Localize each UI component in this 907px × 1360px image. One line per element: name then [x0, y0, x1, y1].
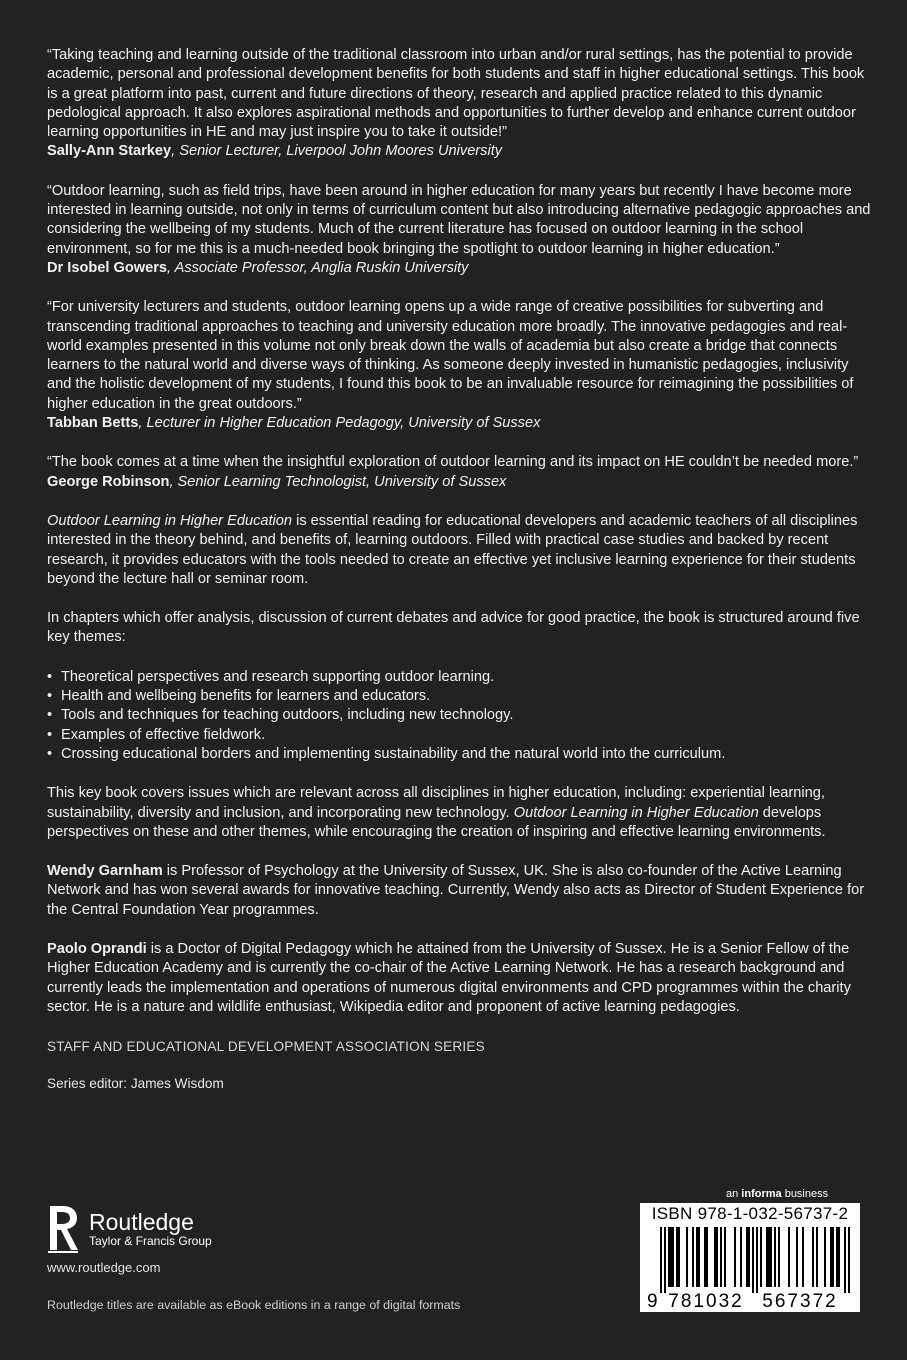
barcode-bar [692, 1227, 694, 1287]
barcode-bar [778, 1227, 780, 1287]
list-item: • Crossing educational borders and implementing sustainability and the natural world into the curriculum. [47, 745, 872, 764]
endorsement-quote: “For university lecturers and students, outdoor learning opens up a wide range of creative possibilities for subverting and transcending traditional approaches to teaching and university education more broadly. The innovative pedagogies and real-world examples presented in this volume not only break down the walls of academia but also create a bridge that connects learners to the natural world and diverse ways of thinking. As someone deeply invested in humanistic pedagogies, inclusivity and the holistic development of my students, I found this book to be an invaluable resource for reimagining the possibilities of higher education in the great outdoors.” [47, 299, 854, 412]
barcode-bar [734, 1227, 736, 1287]
barcode-bar [824, 1227, 826, 1287]
isbn-number: ISBN 978-1-032-56737-2 [651, 1204, 849, 1223]
endorser-role: , Lecturer in Higher Education Pedagogy, University of Sussex [138, 415, 541, 432]
barcode-bar [740, 1227, 742, 1287]
endorser-name: Dr Isobel Gowers [47, 259, 168, 276]
barcode-bar [796, 1227, 798, 1287]
endorsement [47, 453, 872, 492]
barcode-bar [746, 1227, 748, 1287]
barcode-bar [716, 1227, 718, 1287]
coverage-text: develops perspectives on these and other themes, while encouraging the creation of inspiring and effective learning environments. [47, 804, 826, 840]
informa-prefix: an [726, 1188, 742, 1200]
book-description [47, 512, 872, 589]
endorsement-quote: “Outdoor learning, such as field trips, have been around in higher education for many years but recently I have become more interested in learning outside, not only in terms of curriculum content but also introducing alternative pedagogic approaches and considering the wellbeing of my students. Much of the current literature has focused on outdoor learning in the school environment, so for me this is a much-needed book bringing the spotlight to outdoor learning in higher education.” [47, 182, 871, 257]
endorser-role: , Associate Professor, Anglia Ruskin University [167, 259, 469, 276]
barcode-bar [670, 1227, 672, 1287]
endorsement-attribution [47, 414, 872, 433]
ebook-note: Routledge titles are available as eBook editions in a range of digital formats [47, 1298, 461, 1312]
endorsement [47, 298, 872, 433]
coverage-paragraph [47, 784, 872, 842]
endorsement-attribution [47, 473, 872, 492]
endorsement-attribution [47, 259, 872, 278]
endorsement-quote: “Taking teaching and learning outside of the traditional classroom into urban and/or rural settings, has the potential to provide academic, personal and professional development benefits for both students and staff in higher educational settings. This book is a great platform into past, current and future directions of theory, research and applied practice related to this dynamic pedological approach. It also explores aspirational methods and opportunities to further develop and enhance current outdoor learning opportunities in HE and may just inspire you to take it outside!” [47, 47, 865, 141]
barcode-bar [678, 1227, 680, 1287]
barcode-bar [696, 1227, 698, 1287]
publisher-wordmark [89, 1210, 212, 1249]
barcode-bar [844, 1227, 846, 1293]
barcode-graphic [640, 1203, 860, 1312]
barcode-bar [714, 1227, 716, 1287]
series-name: STAFF AND EDUCATIONAL DEVELOPMENT ASSOCIATION SERIES [47, 1039, 485, 1055]
publisher-logo [47, 1204, 347, 1254]
barcode-bar [812, 1227, 814, 1287]
endorser-name: Tabban Betts [47, 415, 139, 432]
description-text: is essential reading for educational developers and academic teachers of all disciplines interested in the theory behind, and benefits of, learning outdoors. Filled with practical case studies and backed by recent research, it provides educators with the tools needed to create an effective yet inclusive learning experience for their students beyond the lecture hall or seminar room. [47, 512, 858, 587]
barcode-bar [832, 1227, 834, 1287]
barcode-bar [664, 1227, 666, 1293]
list-item: • Examples of effective fieldwork. [47, 726, 872, 745]
barcode-bar [672, 1227, 674, 1287]
structure-intro: In chapters which offer analysis, discussion of current debates and advice for good practice, the book is structured around five key themes: [47, 610, 860, 646]
barcode-bar [752, 1227, 754, 1293]
barcode-bar [698, 1227, 700, 1287]
barcode-bar [770, 1227, 772, 1287]
list-item: • Theoretical perspectives and research supporting outdoor learning. [47, 668, 872, 687]
informa-suffix: business [781, 1188, 829, 1200]
isbn-barcode [640, 1203, 860, 1312]
barcode-bar [830, 1227, 832, 1287]
author-bio-text: is a Doctor of Digital Pedagogy which he attained from the University of Sussex. He is a Senior Fellow of the Higher Education Academy and is currently the co-chair of the Active Learning Network. He has a research background and currently leads the implementation and operations of numerous digital environments and CPD programmes within the charity sector. He is a nature and wildlife enthusiast, Wikipedia editor and proponent of active learning pedagogies. [47, 940, 851, 1015]
themes-list [47, 668, 872, 764]
endorser-role: , Senior Lecturer, Liverpool John Moores University [171, 143, 503, 160]
barcode-bar [748, 1227, 750, 1287]
barcode-bar [676, 1227, 678, 1287]
publisher-name: Routledge [89, 1208, 194, 1235]
informa-business [726, 1188, 828, 1200]
endorser-name: Sally-Ann Starkey [47, 143, 172, 160]
publisher-block [47, 1204, 347, 1275]
publisher-url: www.routledge.com [47, 1260, 161, 1275]
author-name: Wendy Garnham [47, 863, 163, 880]
endorser-name: George Robinson [47, 473, 170, 490]
list-item: • Tools and techniques for teaching outdoors, including new technology. [47, 706, 872, 725]
barcode-bar [660, 1227, 662, 1293]
barcode-bar [704, 1227, 706, 1287]
barcode-bar [766, 1227, 768, 1287]
book-title: Outdoor Learning in Higher Education [513, 804, 759, 821]
endorsement [47, 182, 872, 278]
back-cover-text [47, 46, 872, 1094]
informa-word: informa [741, 1188, 782, 1200]
endorsement [47, 46, 872, 162]
barcode-bars [660, 1227, 850, 1293]
author-bio [47, 862, 872, 920]
book-title: Outdoor Learning in Higher Education [47, 512, 293, 529]
author-name: Paolo Oprandi [47, 940, 147, 957]
publisher-group: Taylor & Francis Group [89, 1233, 212, 1248]
barcode-bar [756, 1227, 758, 1293]
barcode-first-digit: 9 [647, 1291, 658, 1312]
endorsement-attribution [47, 142, 872, 161]
barcode-bar [816, 1227, 818, 1287]
coverage-text: This key book covers issues which are relevant across all disciplines in higher education, including: experiential learning, sustainability, diversity and inclusion, and incorporating new technology. [47, 785, 825, 821]
barcode-bar [706, 1227, 708, 1287]
author-bio [47, 940, 872, 1017]
barcode-bar [724, 1227, 726, 1287]
barcode-bar [848, 1227, 850, 1293]
barcode-bar [768, 1227, 770, 1287]
author-bio-text: is Professor of Psychology at the University of Sussex, UK. She is also co-founder of the Active Learning Network and has won several awards for innovative teaching. Currently, Wendy also acts as Director of Student Experience for the Central Foundation Year programmes. [47, 863, 865, 918]
barcode-bar [836, 1227, 838, 1287]
barcode-bar [838, 1227, 840, 1287]
barcode-left-digits: 781032 [668, 1291, 744, 1312]
endorsement-quote: “The book comes at a time when the insightful exploration of outdoor learning and its impact on HE couldn’t be needed more.” [47, 454, 859, 471]
endorser-role: , Senior Learning Technologist, University of Sussex [169, 473, 507, 490]
list-item: • Health and wellbeing benefits for learners and educators. [47, 687, 872, 706]
barcode-bar [760, 1227, 762, 1287]
routledge-r-icon [47, 1204, 81, 1254]
barcode-bar [802, 1227, 804, 1287]
barcode-bar [720, 1227, 722, 1287]
barcode-bar [668, 1227, 670, 1287]
barcode-right-digits: 567372 [762, 1291, 838, 1312]
barcode-bar [788, 1227, 790, 1287]
series-editor: Series editor: James Wisdom [47, 1076, 224, 1092]
barcode-bar [686, 1227, 688, 1287]
barcode-bar [774, 1227, 776, 1287]
